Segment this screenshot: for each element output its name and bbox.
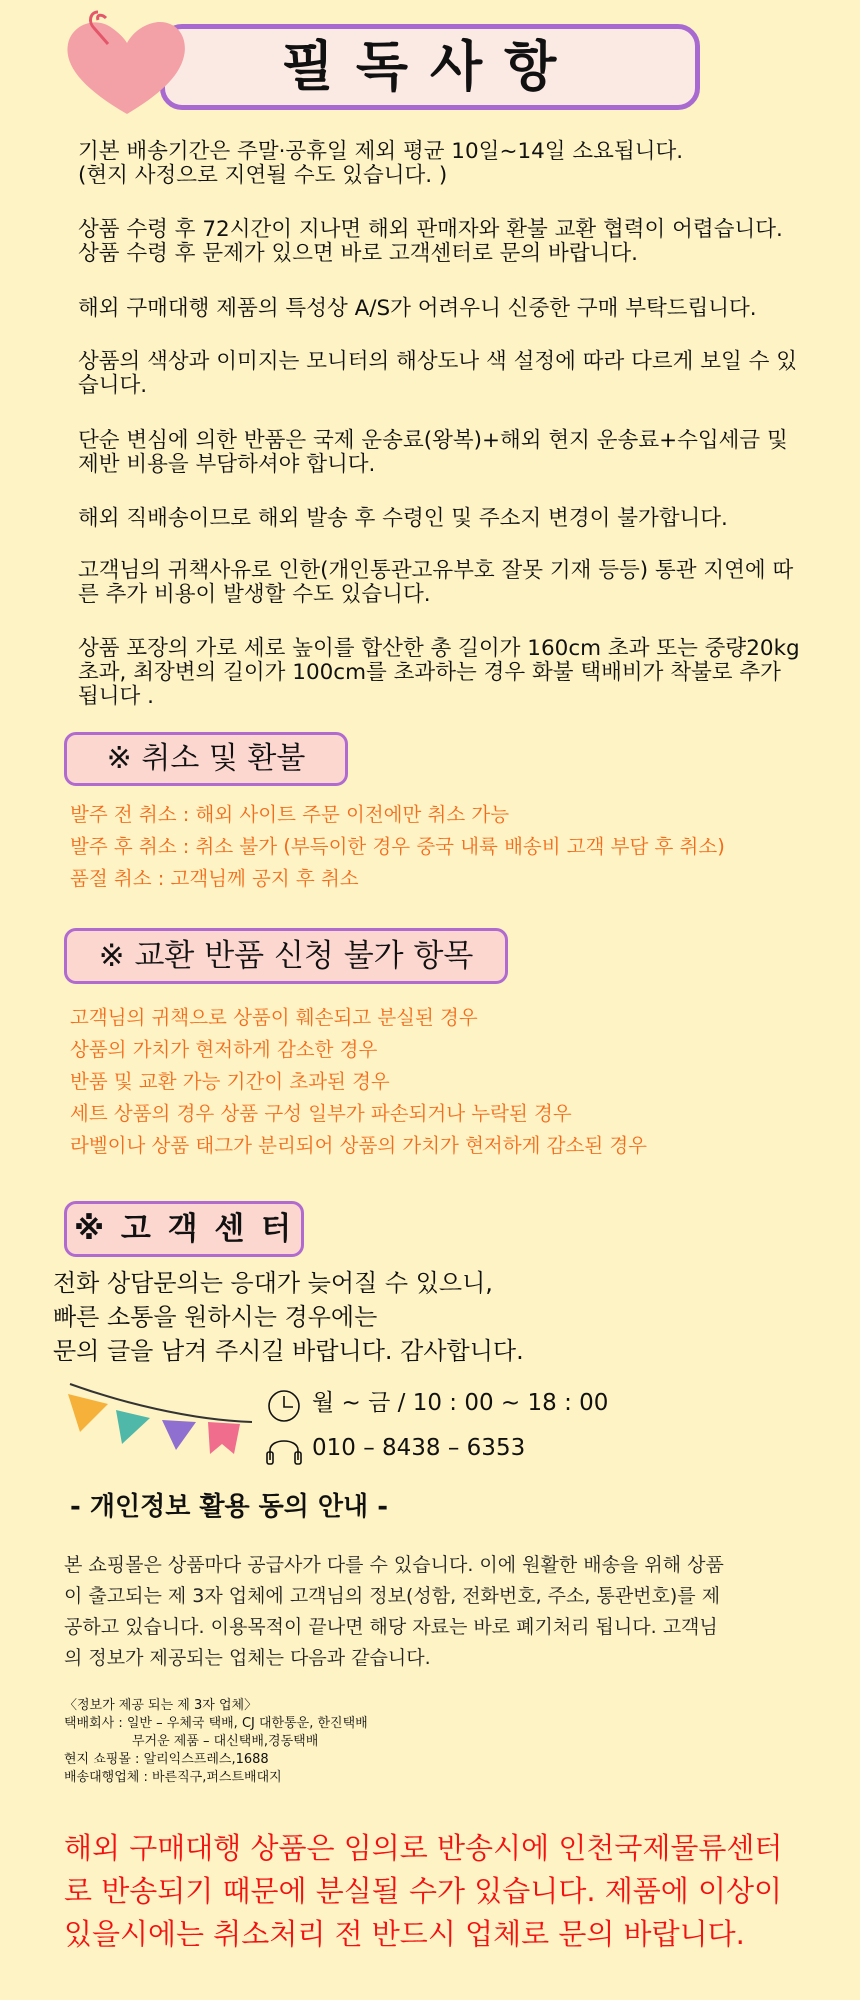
page-title: 필독사항 [281, 35, 579, 98]
list-item: 발주 전 취소 : 해외 사이트 주문 이전에만 취소 가능 [70, 803, 510, 826]
notice-4: 상품의 색상과 이미지는 모니터의 해상도나 색 설정에 따라 다르게 보일 수 있 습니다. [78, 349, 798, 398]
exchange-label: ※ 교환 반품 신청 불가 항목 [64, 928, 508, 984]
exchange-list [70, 1002, 647, 1162]
cancel-refund-label: ※ 취소 및 환불 [64, 732, 348, 786]
notice-8: 상품 포장의 가로 세로 높이를 합산한 총 길이가 160cm 초과 또는 중량20kg 초과, 최장변의 길이가 100cm를 초과하는 경우 화불 택배비가 착불로 추가 됩니다 . [78, 636, 800, 709]
phone-number: 010 – 8438 – 6353 [312, 1435, 526, 1461]
list-item: 반품 및 교환 가능 기간이 초과된 경우 [70, 1070, 390, 1093]
list-item: 고객님의 귀책으로 상품이 훼손되고 분실된 경우 [70, 1006, 478, 1029]
cancel-list [70, 799, 725, 895]
list-item: 발주 후 취소 : 취소 불가 (부득이한 경우 중국 내륙 배송비 고객 부담 후 취소) [70, 835, 725, 858]
headset-icon [264, 1430, 304, 1468]
notice-2: 상품 수령 후 72시간이 지나면 해외 판매자와 환불 교환 협력이 어렵습니다. 상품 수령 후 문제가 있으면 바로 고객센터로 문의 바랍니다. [78, 217, 783, 266]
notice-3: 해외 구매대행 제품의 특성상 A/S가 어려우니 신중한 구매 부탁드립니다. [78, 296, 757, 321]
notice-1: 기본 배송기간은 주말·공휴일 제외 평균 10일~14일 소요됩니다. (현지 사정으로 지연될 수도 있습니다. ) [78, 139, 684, 188]
list-item: 세트 상품의 경우 상품 구성 일부가 파손되거나 누락된 경우 [70, 1102, 572, 1125]
business-hours: 월 ~ 금 / 10 : 00 ~ 18 : 00 [312, 1390, 609, 1416]
privacy-body: 본 쇼핑몰은 상품마다 공급사가 다를 수 있습니다. 이에 원활한 배송을 위해 상품 이 출고되는 제 3자 업체에 고객님의 정보(성함, 전화번호, 주소, 통관번호)를 제 공하고 있습니다. 이용목적이 끝나면 해당 자료는 바로 폐기처리 됩니다. 고객님 의 정보가 제공되는 업체는 다음과 같습니다. [64, 1554, 724, 1669]
notice-5: 단순 변심에 의한 반품은 국제 운송료(왕복)+해외 현지 운송료+수입세금 및 제반 비용을 부담하셔야 합니다. [78, 428, 788, 477]
heart-pin-icon [62, 10, 192, 120]
bunting-flags [60, 1380, 260, 1470]
list-item: 품절 취소 : 고객님께 공지 후 취소 [70, 867, 359, 890]
list-item: 상품의 가치가 현저하게 감소한 경우 [70, 1038, 378, 1061]
notice-7: 고객님의 귀책사유로 인한(개인통관고유부호 잘못 기재 등등) 통관 지연에 따 른 추가 비용이 발생할 수도 있습니다. [78, 558, 794, 607]
return-warning: 해외 구매대행 상품은 임의로 반송시에 인천국제물류센터 로 반송되기 때문에 분실될 수가 있습니다. 제품에 이상이 있을시에는 취소처리 전 반드시 업체로 문의 바랍니다. [64, 1831, 783, 1951]
privacy-details: 〈정보가 제공 되는 제 3자 업체〉 택배회사 : 일반 – 우체국 택배, CJ 대한통운, 한진택배 무거운 제품 – 대신택배,경동택배 현지 쇼핑몰 : 알리익스프레스,1688 배송대행업체 : 바른직구,퍼스트배대지 [64, 1698, 368, 1785]
privacy-title: - 개인정보 활용 동의 안내 - [70, 1492, 389, 1522]
clock-icon [264, 1389, 304, 1423]
service-message: 전화 상담문의는 응대가 늦어질 수 있으니, 빠른 소통을 원하시는 경우에는 문의 글을 남겨 주시길 바랍니다. 감사합니다. [53, 1269, 524, 1365]
list-item: 라벨이나 상품 태그가 분리되어 상품의 가치가 현저하게 감소된 경우 [70, 1134, 648, 1157]
customer-center-label: ※ 고 객 센 터 [64, 1201, 304, 1257]
notice-6: 해외 직배송이므로 해외 발송 후 수령인 및 주소지 변경이 불가합니다. [78, 506, 728, 531]
